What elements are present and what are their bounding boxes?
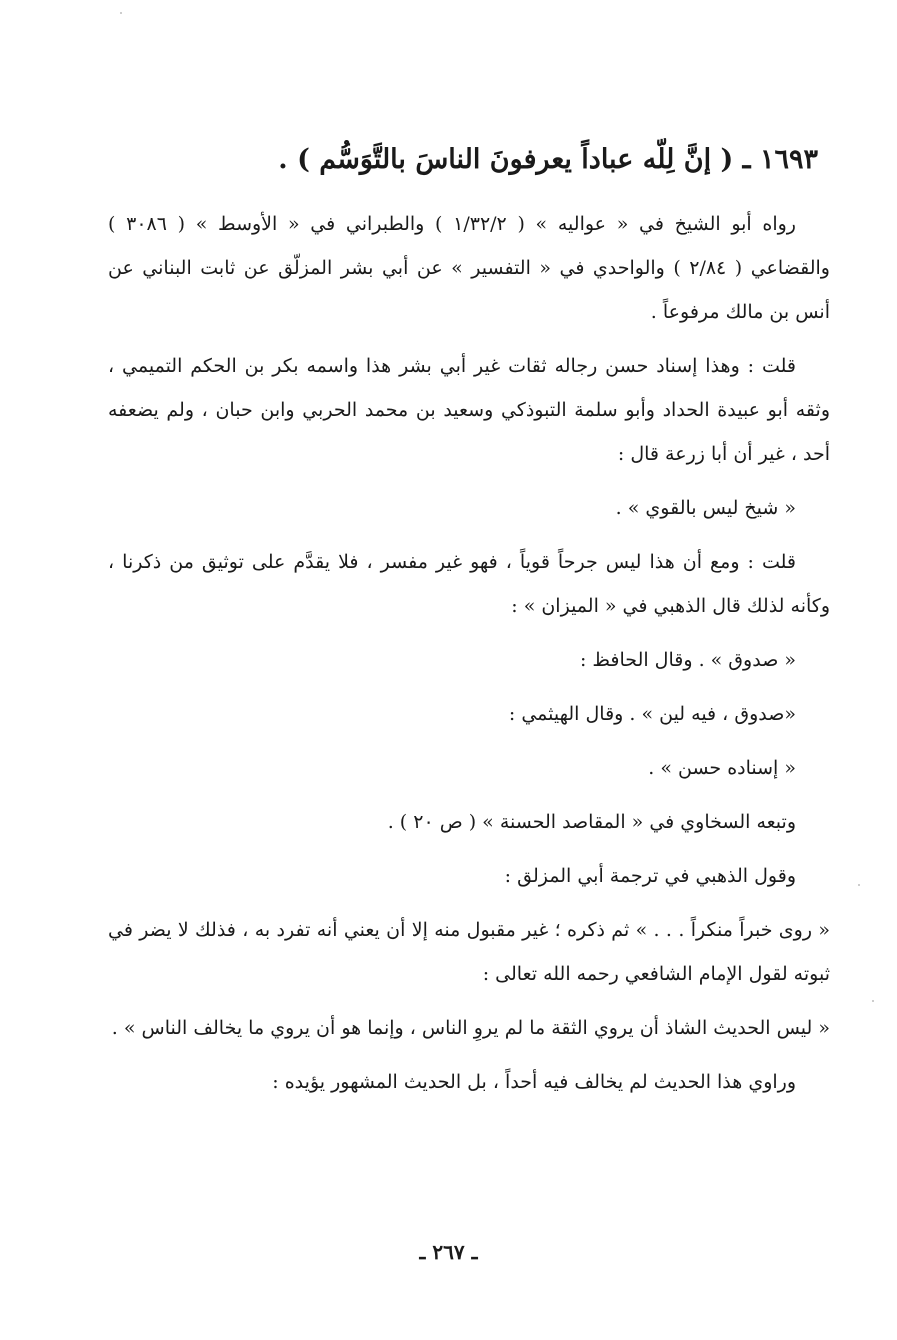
paragraph-munkar-discussion: « روى خبراً منكراً . . . » ثم ذكره ؛ غير مقبول منه إلا أن يعني أنه تفرد به ، فذلك لا يضر في ثبوته لقول الإمام الشافعي رحمه الله تعالى : [108, 919, 830, 985]
quote-abu-zura: « شيخ ليس بالقوي » . [615, 497, 796, 519]
scan-speck [858, 884, 860, 886]
quote-shafii: « ليس الحديث الشاذ أن يروي الثقة ما لم يروِ الناس ، وإنما هو أن يروي ما يخالف الناس » . [111, 1017, 830, 1039]
paragraph-conclusion: وراوي هذا الحديث لم يخالف فيه أحداً ، بل الحديث المشهور يؤيده : [272, 1071, 796, 1093]
paragraph-critique: قلت : ومع أن هذا ليس جرحاً قوياً ، فهو غير مفسر ، فلا يقدَّم على توثيق من ذكرنا ، وكأنه لذلك قال الذهبي في « الميزان » : [108, 551, 830, 617]
paragraph-dhahabi-statement: وقول الذهبي في ترجمة أبي المزلق : [504, 865, 796, 887]
scan-speck [872, 1000, 874, 1002]
paragraph-isnad-assessment: قلت : وهذا إسناد حسن رجاله ثقات غير أبي بشر هذا واسمه بكر بن الحكم التميمي ، وثقه أبو عبيدة الحداد وأبو سلمة التبوذكي وسعيد بن محمد الحربي وابن حبان ، ولم يضعفه أحد ، غير أن أبا زرعة قال : [108, 355, 830, 465]
hadith-heading: ١٦٩٣ ـ ( إنَّ لِلّه عباداً يعرفونَ الناسَ بالتَّوَسُّم ) . [278, 144, 818, 175]
paragraph-narration: رواه أبو الشيخ في « عواليه » ( ١/٣٢/٢ ) والطبراني في « الأوسط » ( ٣٠٨٦ ) والقضاعي ( ٢/٨٤ ) والواحدي في « التفسير » عن أبي بشر المزلّق عن ثابت البناني عن أنس بن مالك مرفوعاً . [108, 213, 830, 323]
page-body [108, 140, 830, 1290]
quote-hafiz: «صدوق ، فيه لين » . وقال الهيثمي : [508, 703, 796, 725]
quote-haythami: « إسناده حسن » . [648, 757, 796, 779]
page-number: ـ ٢٦٧ ـ [419, 1240, 478, 1264]
paragraph-sakhawi: وتبعه السخاوي في « المقاصد الحسنة » ( ص ٢٠ ) . [387, 811, 796, 833]
scan-speck [120, 12, 122, 14]
quote-dhahabi: « صدوق » . وقال الحافظ : [579, 649, 796, 671]
